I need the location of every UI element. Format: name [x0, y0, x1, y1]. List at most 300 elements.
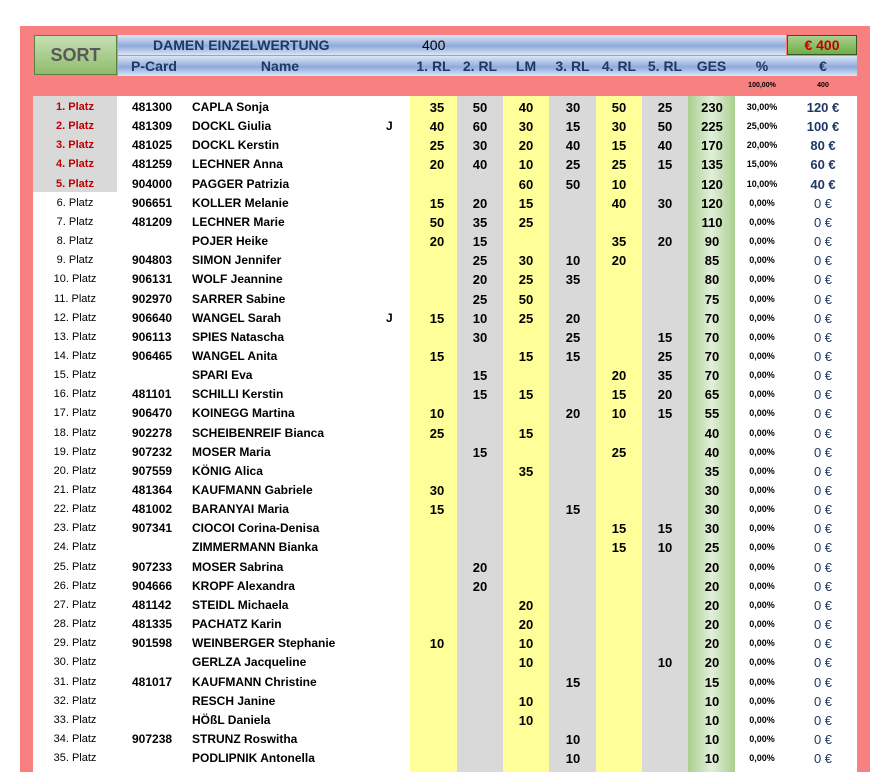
rank-cell: 11. Platz	[54, 292, 96, 305]
rl4-cell: 35	[611, 234, 627, 250]
percent-cell: 0,00%	[749, 274, 775, 285]
name-cell: RESCH Janine	[192, 693, 276, 708]
rl4-cell: 50	[611, 100, 627, 115]
pcard-cell: 907232	[132, 444, 173, 459]
rank-cell: 21. Platz	[53, 484, 97, 496]
rl5-cell: 20	[657, 387, 673, 403]
rl4-cell	[599, 749, 639, 768]
rank-cell: 30. Platz	[53, 656, 97, 669]
rl1-cell	[417, 711, 457, 730]
percent-cell: 0,00%	[749, 350, 775, 361]
rl4-cell	[599, 309, 639, 328]
col-header-rl1: 1. RL	[416, 58, 451, 74]
rl1-cell	[417, 673, 457, 692]
rl4-cell	[599, 673, 639, 692]
pcard-cell: 906640	[132, 310, 173, 325]
rl1-cell: 30	[429, 483, 445, 498]
ges-cell: 25	[704, 540, 720, 556]
rl4-cell: 15	[611, 521, 627, 537]
rl3-cell: 15	[565, 502, 581, 518]
rl3-cell	[553, 385, 593, 404]
rl5-cell: 15	[657, 521, 673, 537]
name-cell: KROPF Alexandra	[192, 578, 295, 593]
pcard-cell: 481300	[132, 100, 173, 114]
rank-cell: 8. Platz	[56, 235, 94, 248]
rl2-cell	[460, 347, 500, 366]
ges-cell: 75	[704, 291, 720, 307]
name-cell: SCHEIBENREIF Bianca	[192, 425, 325, 440]
table-row	[0, 385, 890, 404]
rl3-cell	[553, 711, 593, 730]
name-cell: WANGEL Sarah	[192, 310, 282, 325]
pcard-cell: 481142	[132, 597, 172, 612]
euro-cell: 0 €	[813, 425, 833, 441]
rank-cell: 1. Platz	[56, 101, 94, 113]
rl1-cell	[417, 653, 457, 672]
pcard-cell: 907233	[132, 559, 173, 574]
lm-cell: 25	[518, 272, 534, 288]
rl4-cell: 15	[611, 540, 627, 556]
euro-cell: 0 €	[813, 406, 833, 422]
name-cell: STRUNZ Roswitha	[192, 731, 298, 746]
rl1-cell	[417, 596, 457, 615]
rl1-cell: 10	[429, 636, 445, 652]
rl2-cell: 35	[472, 214, 488, 230]
rl3-cell: 30	[565, 100, 581, 115]
lm-cell	[506, 577, 546, 596]
ges-cell: 30	[704, 502, 720, 518]
rl5-cell: 15	[657, 157, 673, 173]
percent-cell: 0,00%	[749, 389, 775, 400]
lm-cell: 20	[518, 617, 534, 633]
rl5-cell	[645, 443, 685, 462]
rl4-cell	[599, 270, 639, 289]
rl5-cell: 50	[657, 119, 673, 135]
pcard-cell: 902278	[132, 425, 173, 440]
rl4-cell	[599, 596, 639, 615]
rl3-cell	[553, 194, 593, 213]
rl4-cell	[599, 481, 639, 500]
euro-cell: 0 €	[813, 502, 833, 518]
percent-cell: 0,00%	[749, 561, 775, 572]
percent-cell: 0,00%	[749, 619, 775, 630]
euro-cell: 0 €	[813, 463, 833, 479]
ges-cell: 20	[704, 559, 720, 575]
name-cell: POJER Heike	[192, 234, 269, 249]
rl5-cell: 20	[657, 234, 673, 250]
percent-cell: 0,00%	[749, 676, 775, 687]
percent-cell: 20,00%	[746, 140, 778, 151]
pcard-cell: 906131	[132, 272, 173, 287]
rl3-cell	[553, 577, 593, 596]
rank-cell: 17. Platz	[53, 407, 97, 420]
name-cell: PAGGER Patrizia	[192, 176, 290, 191]
euro-cell: 0 €	[813, 329, 833, 345]
table-row	[0, 290, 890, 309]
rl5-cell	[645, 596, 685, 615]
table-row	[0, 481, 890, 500]
euro-cell: 0 €	[813, 348, 833, 364]
rl3-cell	[553, 596, 593, 615]
pcard-cell: 907238	[132, 731, 173, 746]
name-cell: CIOCOI Corina-Denisa	[192, 521, 320, 536]
name-cell: STEIDL Michaela	[192, 597, 289, 612]
percent-cell: 0,00%	[749, 312, 775, 323]
name-cell: PACHATZ Karin	[192, 617, 282, 632]
euro-cell: 0 €	[813, 272, 833, 288]
table-row	[0, 653, 890, 672]
percent-cell: 0,00%	[749, 580, 775, 591]
lm-cell	[506, 519, 546, 538]
lm-cell	[506, 481, 546, 500]
lm-cell: 30	[518, 253, 534, 269]
rank-cell: 18. Platz	[53, 426, 97, 439]
percent-cell: 0,00%	[749, 370, 775, 381]
pcard-cell: 906465	[132, 348, 173, 363]
rl4-cell: 15	[611, 138, 627, 154]
ges-cell: 20	[704, 597, 720, 613]
table-row	[0, 213, 890, 232]
name-cell: LECHNER Anna	[192, 157, 283, 172]
name-cell: KAUFMANN Gabriele	[192, 483, 313, 497]
percent-cell: 0,00%	[749, 753, 775, 764]
percent-cell: 0,00%	[749, 638, 775, 649]
col-header-percent: %	[755, 58, 769, 74]
pcard-cell: 904803	[132, 253, 173, 268]
rl1-cell	[417, 462, 457, 481]
rl4-cell: 25	[611, 157, 627, 173]
rl3-cell	[553, 232, 593, 251]
rl3-cell	[553, 615, 593, 634]
euro-cell: 0 €	[813, 617, 833, 633]
pcard-cell: 481002	[132, 502, 173, 517]
table-row	[0, 424, 890, 443]
euro-cell: 120 €	[806, 100, 840, 115]
rl3-cell: 35	[565, 272, 581, 288]
table-row	[0, 194, 890, 213]
table-row	[0, 270, 890, 289]
rl1-cell	[417, 328, 457, 347]
rank-cell: 33. Platz	[53, 713, 97, 726]
rl1-cell: 50	[429, 214, 445, 230]
name-cell: KÖNIG Alica	[192, 463, 263, 478]
col-header-rl2: 2. RL	[462, 58, 498, 74]
percent-cell: 0,00%	[749, 733, 775, 744]
table-row	[0, 730, 890, 749]
rl5-cell: 10	[657, 540, 673, 556]
rl4-cell: 10	[611, 406, 627, 422]
rank-cell: 29. Platz	[53, 637, 97, 650]
lm-cell: 10	[518, 157, 534, 173]
rl3-cell: 15	[565, 348, 581, 364]
ges-cell: 70	[704, 368, 720, 384]
rank-cell: 9. Platz	[56, 254, 94, 267]
ges-cell: 20	[704, 636, 720, 652]
rl5-cell	[645, 634, 685, 653]
junior-flag: J	[386, 119, 393, 134]
rl2-cell: 25	[472, 253, 488, 269]
name-cell: CAPLA Sonja	[192, 100, 269, 114]
rl5-cell	[645, 175, 685, 194]
rl1-cell: 25	[429, 138, 445, 154]
lm-cell: 35	[518, 463, 534, 479]
rl4-cell: 20	[611, 368, 627, 384]
pcard-cell: 904000	[132, 176, 173, 191]
ges-cell: 110	[701, 214, 723, 230]
rl4-cell	[599, 347, 639, 366]
lm-cell: 20	[518, 597, 534, 613]
table-row	[0, 98, 890, 117]
pcard-cell: 481335	[132, 617, 173, 632]
lm-cell: 25	[518, 310, 534, 326]
rank-cell: 5. Platz	[56, 177, 94, 190]
lm-cell	[506, 749, 546, 768]
rl3-cell	[553, 634, 593, 653]
lm-cell	[506, 443, 546, 462]
name-cell: WOLF Jeannine	[192, 272, 283, 287]
pcard-cell: 481017	[132, 674, 173, 689]
table-row	[0, 749, 890, 768]
rl3-cell	[553, 653, 593, 672]
rank-cell: 20. Platz	[53, 464, 97, 477]
lm-cell	[506, 673, 546, 692]
col-header-rl4: 4. RL	[601, 58, 637, 74]
euro-cell: 0 €	[813, 731, 833, 747]
sort-button[interactable]: SORT	[34, 35, 117, 75]
rl5-cell: 40	[657, 138, 673, 154]
name-cell: KOINEGG Martina	[192, 406, 295, 421]
rl3-cell: 25	[565, 329, 581, 345]
lm-cell	[506, 558, 546, 577]
name-cell: KAUFMANN Christine	[192, 674, 317, 689]
rl3-cell	[553, 558, 593, 577]
table-row	[0, 519, 890, 538]
rank-cell: 19. Platz	[53, 445, 97, 458]
table-row	[0, 232, 890, 251]
percent-cell: 0,00%	[749, 236, 775, 247]
rl4-cell: 20	[611, 253, 627, 269]
table-row	[0, 251, 890, 270]
rl1-cell	[417, 615, 457, 634]
rl3-cell: 20	[565, 310, 581, 326]
rl2-cell: 30	[472, 329, 488, 345]
rl4-cell	[599, 634, 639, 653]
rl5-cell	[645, 500, 685, 519]
junior-flag: J	[386, 310, 393, 325]
lm-cell	[506, 232, 546, 251]
table-row	[0, 615, 890, 634]
rl3-cell: 10	[565, 253, 581, 269]
name-cell: WANGEL Anita	[192, 348, 278, 363]
rl5-cell: 15	[657, 406, 673, 422]
name-cell: PODLIPNIK Antonella	[192, 751, 315, 766]
rl2-cell: 15	[472, 444, 488, 460]
rl3-cell	[553, 213, 593, 232]
rl4-cell	[599, 328, 639, 347]
ges-cell: 170	[701, 138, 723, 154]
table-row	[0, 309, 890, 328]
rl5-cell	[645, 462, 685, 481]
rl2-cell	[460, 462, 500, 481]
rl3-cell	[553, 538, 593, 557]
percent-cell: 0,00%	[749, 216, 775, 227]
ges-cell: 40	[704, 444, 720, 460]
rl2-cell: 20	[472, 578, 488, 594]
euro-total: 400	[817, 82, 829, 89]
rank-cell: 28. Platz	[53, 618, 97, 631]
ges-cell: 40	[704, 425, 720, 441]
rl1-cell: 20	[429, 157, 445, 173]
ges-cell: 15	[704, 674, 720, 690]
name-cell: KOLLER Melanie	[192, 195, 289, 210]
ges-cell: 35	[704, 463, 720, 479]
rl5-cell: 15	[657, 329, 673, 345]
rl3-cell	[553, 424, 593, 443]
rl4-cell: 15	[611, 387, 627, 403]
ges-cell: 70	[704, 348, 720, 364]
rl1-cell	[417, 577, 457, 596]
rl2-cell	[460, 634, 500, 653]
rl1-cell: 10	[429, 406, 445, 422]
rl2-cell: 60	[472, 119, 488, 135]
pcard-cell: 481209	[132, 214, 173, 229]
euro-cell: 0 €	[813, 597, 833, 613]
name-cell: GERLZA Jacqueline	[192, 655, 307, 670]
rl4-cell	[599, 213, 639, 232]
euro-cell: 0 €	[813, 712, 833, 728]
table-row	[0, 692, 890, 711]
percent-cell: 25,00%	[746, 121, 778, 132]
lm-cell: 50	[518, 291, 534, 307]
percent-cell: 0,00%	[749, 197, 775, 208]
euro-cell: 0 €	[813, 291, 833, 307]
rl4-cell	[599, 711, 639, 730]
percent-cell: 0,00%	[749, 427, 775, 438]
euro-cell: 0 €	[813, 368, 833, 384]
rl2-cell	[460, 481, 500, 500]
rank-cell: 10. Platz	[53, 273, 97, 286]
rl2-cell	[460, 596, 500, 615]
rl3-cell: 25	[565, 157, 581, 173]
rl2-cell: 20	[472, 195, 488, 211]
rl2-cell	[460, 749, 500, 768]
rank-cell: 26. Platz	[53, 579, 97, 592]
percent-cell: 10,00%	[746, 178, 778, 189]
rl5-cell: 10	[657, 655, 673, 671]
ges-cell: 55	[704, 406, 720, 422]
euro-cell: 0 €	[813, 540, 833, 556]
col-header-lm: LM	[515, 58, 537, 74]
euro-cell: 0 €	[813, 310, 833, 326]
col-header-rl3: 3. RL	[555, 58, 590, 74]
pcard-cell: 481259	[132, 157, 173, 172]
rl1-cell: 20	[429, 234, 445, 250]
rl1-cell	[417, 290, 457, 309]
rl2-cell: 10	[472, 310, 488, 326]
ges-cell: 20	[704, 617, 720, 633]
rl4-cell	[599, 577, 639, 596]
pcard-cell: 906470	[132, 406, 173, 421]
prize-total-badge: € 400	[787, 35, 857, 55]
percent-cell: 0,00%	[749, 485, 775, 495]
rl2-cell	[460, 730, 500, 749]
table-row	[0, 558, 890, 577]
table-row	[0, 443, 890, 462]
rank-cell: 7. Platz	[56, 215, 94, 228]
rank-cell: 35. Platz	[53, 752, 97, 765]
rl5-cell	[645, 251, 685, 270]
lm-cell: 60	[518, 176, 534, 192]
rl5-cell: 25	[657, 100, 673, 115]
rl1-cell	[417, 175, 457, 194]
rl4-cell: 40	[611, 195, 627, 211]
euro-cell: 0 €	[813, 578, 833, 594]
rl1-cell: 15	[429, 502, 445, 518]
ges-cell: 10	[704, 712, 720, 728]
rl3-cell	[553, 443, 593, 462]
euro-cell: 0 €	[813, 444, 833, 460]
rl5-cell	[645, 730, 685, 749]
rl3-cell	[553, 290, 593, 309]
ges-cell: 120	[701, 195, 723, 211]
rl2-cell	[460, 538, 500, 557]
page-title: DAMEN EINZELWERTUNG	[153, 37, 330, 53]
percent-cell: 0,00%	[749, 408, 775, 419]
percent-cell: 0,00%	[749, 657, 775, 668]
rl2-cell: 20	[472, 272, 488, 288]
ges-cell: 85	[704, 253, 720, 269]
lm-cell: 15	[518, 348, 534, 364]
rl3-cell	[553, 692, 593, 711]
rl1-cell: 15	[429, 348, 445, 364]
col-header-ges: GES	[696, 58, 727, 74]
table-row	[0, 347, 890, 366]
rank-cell: 4. Platz	[56, 158, 94, 171]
lm-cell: 10	[518, 655, 534, 671]
rank-cell: 24. Platz	[53, 541, 97, 554]
table-row	[0, 328, 890, 347]
name-cell: DOCKL Kerstin	[192, 138, 280, 153]
rl1-cell	[417, 385, 457, 404]
rank-cell: 15. Platz	[53, 369, 97, 382]
ges-cell: 225	[701, 119, 723, 135]
rank-cell: 27. Platz	[53, 598, 97, 611]
rl4-cell: 30	[611, 119, 627, 135]
lm-cell: 10	[518, 693, 534, 709]
table-row	[0, 500, 890, 519]
rl1-cell	[417, 538, 457, 557]
rl1-cell: 40	[429, 119, 445, 135]
name-cell: WEINBERGER Stephanie	[192, 636, 336, 651]
lm-cell: 20	[518, 138, 534, 154]
rl1-cell: 15	[429, 195, 445, 211]
points-total: 400	[422, 37, 446, 53]
lm-cell	[506, 366, 546, 385]
lm-cell	[506, 404, 546, 423]
lm-cell: 30	[518, 119, 534, 135]
rank-cell: 2. Platz	[56, 120, 94, 133]
rl2-cell: 25	[472, 291, 488, 307]
rl4-cell: 10	[611, 176, 627, 192]
lm-cell: 10	[518, 636, 534, 652]
pcard-cell: 907559	[132, 463, 173, 478]
rl2-cell	[460, 519, 500, 538]
percent-total: 100,00%	[748, 82, 776, 89]
table-row	[0, 155, 890, 174]
name-cell: SPIES Natascha	[192, 329, 285, 344]
rl5-cell	[645, 290, 685, 309]
rank-cell: 3. Platz	[56, 139, 94, 152]
